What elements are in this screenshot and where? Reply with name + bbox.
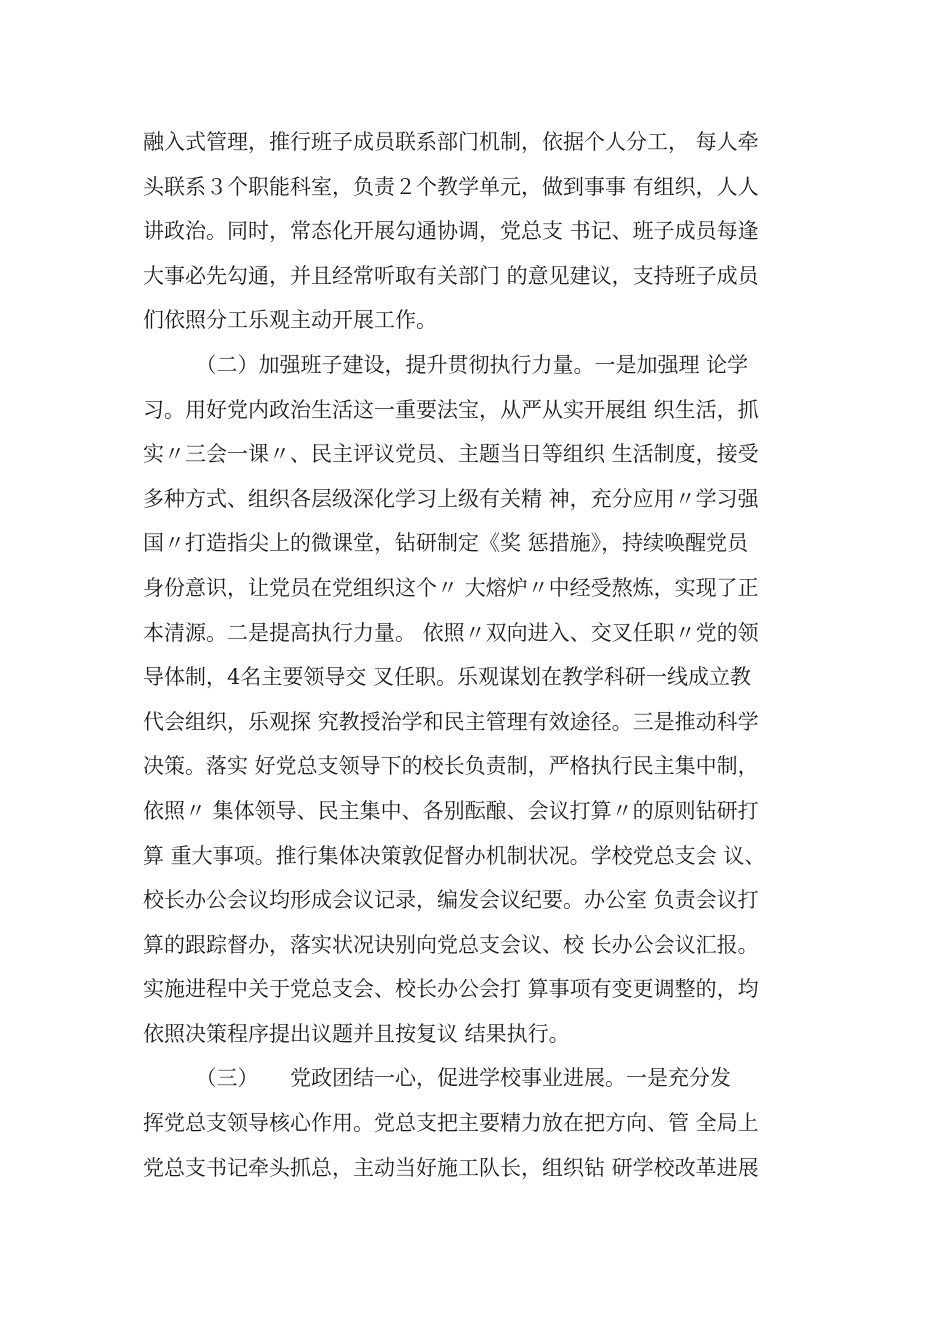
text-line: 讲政治。同时，常态化开展勾通协调，党总支 书记、班子成员每逢 xyxy=(143,219,759,244)
text-line: 实施进程中关于党总支会、校长办公会打 算事项有变更调整的，均 xyxy=(143,977,759,1002)
text-line: 决策。落实 好党总支领导下的校长负责制，严格执行民主集中制， xyxy=(143,754,759,779)
document-body xyxy=(143,120,823,1190)
text-line: 大事必先勾通，并且经常听取有关部门 的意见建议，支持班子成员 xyxy=(143,263,759,288)
text-line: 身份意识，让党员在党组织这个〃 大熔炉〃中经受熬炼，实现了正 xyxy=(143,575,759,600)
text-line: 依照决策程序提出议题并且按复议 结果执行。 xyxy=(143,1021,570,1046)
text-line: 国〃打造指尖上的微课堂，钻研制定《奖 惩措施》，持续唤醒党员 xyxy=(143,531,749,556)
text-line: 多种方式、组织各层级深化学习上级有关精 神，充分应用〃学习强 xyxy=(143,486,759,511)
text-line: 挥党总支领导核心作用。党总支把主要精力放在把方向、管 全局上 xyxy=(143,1111,759,1136)
text-line: 算 重大事项。推行集体决策敦促督办机制状况。学校党总支会 议、 xyxy=(143,843,766,868)
text-line: 党总支书记牵头抓总，主动当好施工队长，组织钻 研学校改革进展 xyxy=(143,1155,759,1180)
text-line: 校长办公会议均形成会议记录，编发会议纪要。办公室 负责会议打 xyxy=(143,888,759,913)
text-line: 依照〃 集体领导、民主集中、各别酝酿、会议打算〃的原则钻研打 xyxy=(143,798,759,823)
text-line: （二）加强班子建设，提升贯彻执行力量。一是加强理 论学 xyxy=(143,352,749,377)
text-line: 们依照分工乐观主动开展工作。 xyxy=(143,308,437,333)
text-line: 实〃三会一课〃、民主评议党员、主题当日等组织 生活制度，接受 xyxy=(143,442,759,467)
text-line: 头联系３个职能科室，负责２个教学单元，做到事事 有组织，人人 xyxy=(143,174,759,199)
text-line: 融入式管理，推行班子成员联系部门机制，依据个人分工， 每人牵 xyxy=(143,130,759,154)
text-line: 算的跟踪督办，落实状况诀别向党总支会议、校 长办公会议汇报。 xyxy=(143,932,759,957)
text-line: 代会组织，乐观探 究教授治学和民主管理有效途径。三是推动科学 xyxy=(143,709,759,734)
text-line: 习。用好党内政治生活这一重要法宝，从严从实开展组 织生活，抓 xyxy=(143,397,759,422)
text-line: 本清源。二是提高执行力量。 依照〃双向进入、交叉任职〃党的领 xyxy=(143,620,759,645)
text-line: （三） 党政团结一心，促进学校事业进展。一是充分发 xyxy=(143,1066,731,1091)
text-line: 导体制，4名主要领导交 叉任职。乐观谋划在教学科研一线成立教 xyxy=(143,665,752,690)
